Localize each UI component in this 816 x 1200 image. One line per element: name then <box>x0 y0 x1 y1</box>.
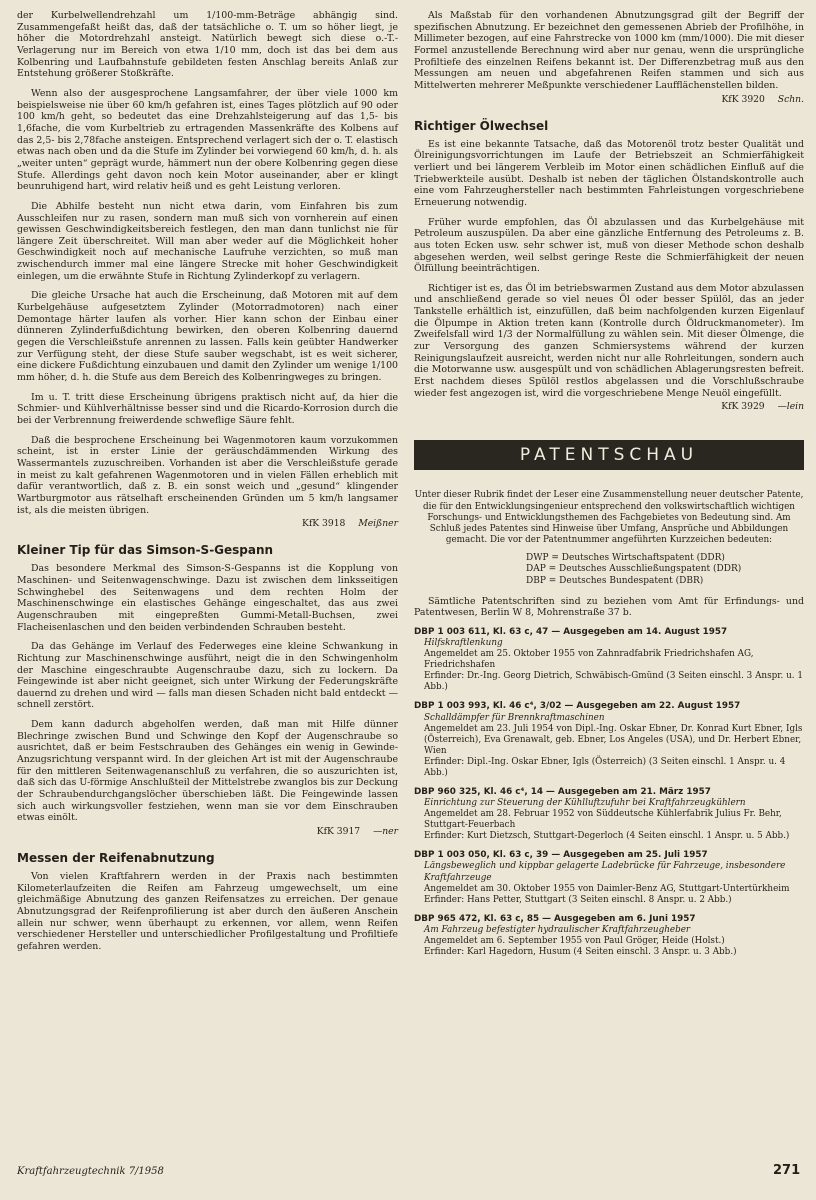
patent-entry <box>414 850 804 905</box>
article-signature <box>17 518 398 529</box>
signature-author: Meißner <box>358 518 398 530</box>
patent-intro: Unter dieser Rubrik findet der Leser eine Zusammenstellung neuer deutscher Patente, die für den Entwicklungsingenieur entsprechend den volkswirtschaftlich wichtigen Forschungs- und Entwicklungsthemen des Fachgebietes von Bedeutung sind. Am Schluß jedes Patentes sind Hinweise über Umfang, Ansprüche und Abbildungen gemacht. Die vor der Patentnummer angeführten Kurzzeichen bedeuten: <box>414 490 804 546</box>
paragraph: Die gleiche Ursache hat auch die Erscheinung, daß Motoren mit auf dem Kurbelgehäuse aufgesetztem Zylinder (Motorradmotoren) nach einer Demontage härter laufen als vorher. Hier kann schon der Einbau einer dünneren Zylinderfußdichtung bewirken, den oberen Kolbenring dauernd gegen die Verschleißstufe anrennen zu lassen. Falls kein geübter Handwerker zur Verfügung steht, der diese Stufe sauber wegschabt, ist es weit sicherer, eine dickere Fußdichtung einzubauen und damit den Zylinder um wenige 1/100 mm höher, d. h. die Stufe aus dem Bereich des Kolbenringweges zu bringen. <box>17 290 398 384</box>
paragraph: Früher wurde empfohlen, das Öl abzulassen und das Kurbelgehäuse mit Petroleum auszuspülen. Da aber eine gänzliche Entfernung des Petroleums z. B. aus toten Ecken usw. sehr schwer ist, muß von dieser Methode schon deshalb abgesehen werden, weil selbst geringe Reste die Schmierfähigkeit der neuen Ölfüllung beeinträchtigen. <box>414 216 804 275</box>
page-number: 271 <box>773 1163 801 1178</box>
abbreviation-item: DBP = Deutsches Bundespatent (DBR) <box>526 576 704 586</box>
paragraph: Die Abhilfe besteht nun nicht etwa darin, vom Einfahren bis zum Ausschleifen nur zu rasen, sondern man muß sich von vornherein auf einen gewissen Geschwindigkeitsbereich festlegen, den man dann tunlichst nie für längere Zeit überschreitet. Will man aber weder auf die Möglichkeit hoher Geschwindigkeit noch auf mechanische Laufruhe verzichten, so muß man zwischendurch immer mal eine längere Strecke mit hoher Geschwindigkeit einlegen, um die erwähnte Stufe in Richtung Zylinderkopf zu verlagern. <box>17 200 398 282</box>
signature-code: KfK 3920 <box>721 93 765 105</box>
abbreviation-item: DAP = Deutsches Ausschließungspatent (DDR) <box>526 564 742 575</box>
patent-title: Einrichtung zur Steuerung der Kühlluftzufuhr bei Kraftfahrzeugkühlern <box>424 798 746 809</box>
paragraph: Daß die besprochene Erscheinung bei Wagenmotoren kaum vorzukommen scheint, ist in erster Linie der geräuschdämmenden Wirkung des Wassermantels zuzuschreiben. Vorhanden ist aber die Verschleißstufe gerade in meist zu kalt gefahrenen Wagenmotoren und in vielen Fällen erheblich mit dafür verantwortlich, daß z. B. ein sonst weich und „gesund“ klingender Wartburgmotor aus rätselhaft erscheinenden Gründen um 5 km/h langsamer ist, als die meisten übrigen. <box>17 434 398 516</box>
paragraph: Im u. T. tritt diese Erscheinung übrigens praktisch nicht auf, da hier die Schmier- und Kühlverhältnisse besser sind und die Ricardo-Korrosion durch die bei der Verbrennung freiwerdende schweflige Säure fehlt. <box>17 391 398 426</box>
patent-detail: Angemeldet am 23. Juli 1954 von Dipl.-Ing. Oskar Ebner, Dr. Konrad Kurt Ebner, Igls (Österreich), Eva Grenawalt, geb. Ebner, Los Angeles (USA), und Dr. Herbert Ebner, Wien <box>424 723 803 756</box>
signature-author: —lein <box>777 401 804 413</box>
patent-entry <box>414 627 804 693</box>
patent-number: DBP 960 325, Kl. 46 c⁴, 14 — Ausgegeben am 21. März 1957 <box>414 787 711 798</box>
article-signature <box>414 401 804 412</box>
article-signature <box>414 94 804 105</box>
journal-footer: Kraftfahrzeugtechnik 7/1958 <box>17 1166 164 1177</box>
right-column <box>414 10 804 966</box>
article-signature <box>17 826 398 837</box>
patent-number: DBP 965 472, Kl. 63 c, 85 — Ausgegeben am 6. Juni 1957 <box>414 913 696 924</box>
section-heading: Richtiger Ölwechsel <box>414 118 549 133</box>
abbreviation-item: DWP = Deutsches Wirtschaftspatent (DDR) <box>526 552 725 563</box>
paragraph: Wenn also der ausgesprochene Langsamfahrer, der über viele 1000 km beispielsweise nie über 60 km/h gefahren ist, eines Tages plötzlich auf 90 oder 100 km/h geht, so bedeutet das eine Drehzahlsteigerung auf das 1,5- bis 1,6fache, die vom Kurbeltrieb zu ertragenden Massenkräfte des Kolbens auf das 2,5- bis 2,78fache ansteigen. Entsprechend verlagert sich der o. T. elastisch etwas nach oben und da die Stufe im Zylinder bei vorwiegend 60 km/h, d. h. als „weiter unten“ geprägt wurde, hämmert nun der obere Kolbenring gegen diese Stufe. Allerdings geht davon noch kein Motor auseinander, aber er klingt beunruhigend hart, wird relativ heiß und es geht Leistung verloren. <box>17 87 398 193</box>
paragraph: Das besondere Merkmal des Simson-S-Gespanns ist die Kopplung von Maschinen- und Seitenwagenschwinge. Dazu ist zwischen dem linksseitigen Schwinghebel des Seitenwagens und dem rechten Holm der Maschinenschwinge ein elastisches Gehänge eingeschaltet, das aus zwei Augenschrauben mit eingepreßten Gummi-Metall-Buchsen, zwei Flacheisenlaschen und den beiden verbindenden Schrauben besteht. <box>17 563 398 633</box>
paragraph: Richtiger ist es, das Öl im betriebswarmen Zustand aus dem Motor abzulassen und anschließend gerade so viel neues Öl oder besser Spülöl, das an jeder Tankstelle erhältlich ist, einzufüllen, daß beim nachfolgenden kurzen Eigenlauf die Ölpumpe in Aktion treten kann (Kontrolle durch Öldruckmanometer). Im Zweifelsfall wird 1/3 der Normalfüllung zu wählen sein. Mit dieser Ölmenge, die zur Versorgung des ganzen Schmiersystems während der kurzen Reinigungslaufzeit ausreicht, werden nicht nur alle Rohrleitungen, sondern auch die Motorwanne usw. ausgespült und von schädlichen Ablagerungsresten befreit. Erst nachdem dieses Spülöl restlos abgelassen und die Vorschlußschraube wieder fest angezogen ist, wird die vorgeschriebene Menge Neuöl eingefüllt. <box>414 282 804 399</box>
patent-detail: Erfinder: Dipl.-Ing. Oskar Ebner, Igls (Österreich) (3 Seiten einschl. 1 Anspr. u. 4 Abb.) <box>424 756 786 778</box>
signature-code: KfK 3917 <box>316 826 361 838</box>
patent-entry <box>414 787 804 842</box>
patent-entry <box>414 701 804 779</box>
paragraph: der Kurbelwellendrehzahl um 1/100-mm-Beträge abhängig sind. Zusammengefaßt heißt das, daß der tatsächliche o. T. um so höher liegt, je höher die Motordrehzahl ansteigt. Natürlich bewegt sich diese o.-T.-Verlagerung nur im Bereich von etwa 1/10 mm, doch ist das bei dem aus Kolbenring und Laufbahnstufe gebildeten festen Anschlag bereits Anlaß zur Entstehung größerer Stoßkräfte. <box>17 10 398 80</box>
patent-title: Am Fahrzeug befestigter hydraulischer Kraftfahrzeugheber <box>424 924 691 935</box>
patent-detail: Angemeldet am 30. Oktober 1955 von Daimler-Benz AG, Stuttgart-Untertürkheim <box>424 883 790 894</box>
left-column <box>17 10 398 961</box>
patent-detail: Erfinder: Kurt Dietzsch, Stuttgart-Degerloch (4 Seiten einschl. 1 Anspr. u. 5 Abb.) <box>424 831 790 842</box>
patent-detail: Angemeldet am 25. Oktober 1955 von Zahnradfabrik Friedrichshafen AG, Friedrichshafen <box>424 649 754 671</box>
patent-number: DBP 1 003 993, Kl. 46 c⁴, 3/02 — Ausgegeben am 22. August 1957 <box>414 701 741 712</box>
patent-title: Schalldämpfer für Brennkraftmaschinen <box>424 712 605 723</box>
patent-detail: Angemeldet am 6. September 1955 von Paul Gröger, Heide (Holst.) <box>424 935 725 946</box>
patentschau-banner: PATENTSCHAU <box>414 440 804 470</box>
patent-detail: Erfinder: Dr.-Ing. Georg Dietrich, Schwäbisch-Gmünd (3 Seiten einschl. 3 Anspr. u. 1 Abb.) <box>424 671 803 693</box>
signature-author: Schn. <box>777 93 804 105</box>
paragraph: Da das Gehänge im Verlauf des Federweges eine kleine Schwankung in Richtung zur Maschinenschwinge ausführt, neigt die in den Schwingenholm der Maschine eingeschraubte Augenschraube dazu, sich zu lockern. Da Feingewinde ist aber nicht geeignet, sich unter Wirkung der Federungskräfte dauernd zu drehen und wird — falls man diesen Schaden nicht bald entdeckt — schnell zerstört. <box>17 641 398 711</box>
paragraph: Dem kann dadurch abgeholfen werden, daß man mit Hilfe dünner Blechringe zwischen Bund und Schwinge den Kopf der Augenschraube so ausrichtet, daß er beim Festschrauben des Gehänges ein wenig in Gewinde-Anzugsrichtung verspannt wird. In der gleichen Art ist mit der Augenschraube für den mittleren Seitenwagenanschluß zu verfahren, die so auszurichten ist, daß sich das U-förmige Anschlußteil der Mittelstrebe zwanglos bis zur Deckung der Schraubendurchgangslöcher überschieben läßt. Die Feingewinde lassen sich auch wirkungsvoller festziehen, wenn man sie vor dem Einschrauben etwas einölt. <box>17 719 398 824</box>
paragraph: Als Maßstab für den vorhandenen Abnutzungsgrad gilt der Begriff der spezifischen Abnutzung. Er bezeichnet den gemessenen Abrieb der Profilhöhe, in Millimeter bezogen, auf eine Fahrstrecke von 1000 km (mm/1000). Die mit dieser Formel anzustellende Berechnung wird aber nur genau, wenn die ursprüngliche Profiltiefe des einzelnen Reifens bekannt ist. Der Differenzbetrag muß aus den Messungen am neuen und abgefahrenen Reifen stammen und sich aus Mittelwerten mehrerer Meßpunkte verschiedener Laufflächenstellen bilden. <box>414 10 804 91</box>
section-heading: Messen der Reifenabnutzung <box>17 851 215 866</box>
patent-note: Sämtliche Patentschriften sind zu beziehen vom Amt für Erfindungs- und Patentwesen, Berlin W 8, Mohrenstraße 37 b. <box>414 595 804 619</box>
section-heading: Kleiner Tip für das Simson-S-Gespann <box>17 543 274 558</box>
patent-number: DBP 1 003 050, Kl. 63 c, 39 — Ausgegeben am 25. Juli 1957 <box>414 850 708 861</box>
paragraph: Es ist eine bekannte Tatsache, daß das Motorenöl trotz bester Qualität und Ölreinigungsvorrichtungen im Laufe der Betriebszeit an Schmierfähigkeit verliert und bei längerem Verbleib im Motor einen schädlichen Einfluß auf die Triebwerkteile ausübt. Deshalb ist neben der täglichen Ölstandskontrolle auch eine vom Fahrzeughersteller nach bestimmten Fahrleistungen vorgeschriebene Erneuerung notwendig. <box>414 138 804 208</box>
signature-code: KfK 3918 <box>301 518 346 530</box>
signature-author: —ner <box>373 826 398 838</box>
patent-title: Längsbeweglich und kippbar gelagerte Ladebrücke für Fahrzeuge, insbesondere Kraftfahrzeuge <box>424 861 786 883</box>
patent-detail: Angemeldet am 28. Februar 1952 von Süddeutsche Kühlerfabrik Julius Fr. Behr, Stuttgart-Feuerbach <box>424 809 782 831</box>
abbreviation-list <box>526 553 804 588</box>
patent-detail: Erfinder: Karl Hagedorn, Husum (4 Seiten einschl. 3 Anspr. u. 3 Abb.) <box>424 947 737 958</box>
patent-title: Hilfskraftlenkung <box>424 638 503 649</box>
signature-code: KfK 3929 <box>721 401 765 413</box>
patent-detail: Erfinder: Hans Petter, Stuttgart (3 Seiten einschl. 8 Anspr. u. 2 Abb.) <box>424 894 732 905</box>
patent-entry <box>414 914 804 958</box>
patent-number: DBP 1 003 611, Kl. 63 c, 47 — Ausgegeben am 14. August 1957 <box>414 627 728 637</box>
paragraph: Von vielen Kraftfahrern werden in der Praxis nach bestimmten Kilometerlaufzeiten die Reifen am Fahrzeug umgewechselt, um eine gleichmäßige Abnutzung des ganzen Reifensatzes zu erreichen. Der genaue Abnutzungsgrad der Reifenprofilierung ist aber durch den äußeren Anschein allein nur schwer, wenn überhaupt zu erkennen, vor allem, wenn Reifen verschiedener Hersteller und unterschiedlicher Profilgestaltung und Profiltiefe gefahren werden. <box>17 871 398 952</box>
